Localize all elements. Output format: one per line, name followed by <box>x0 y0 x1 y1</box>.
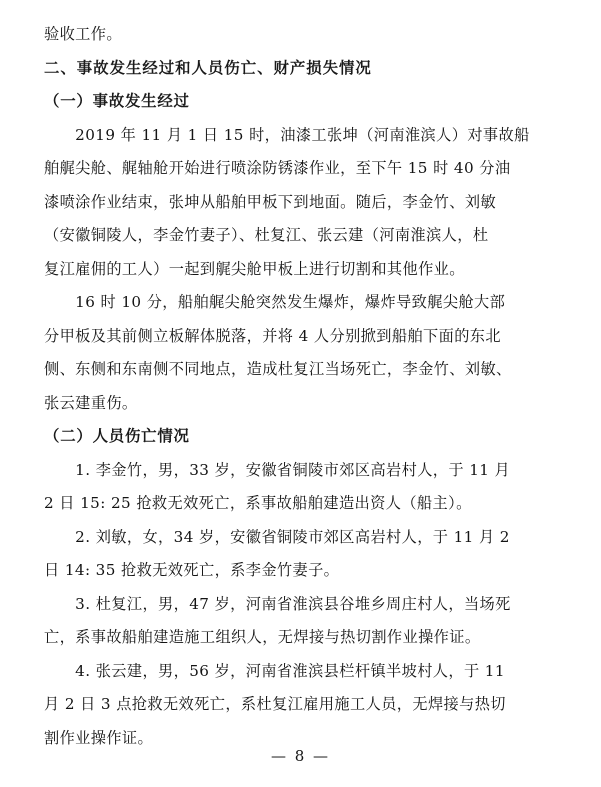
paragraph-victim-2 <box>44 521 557 588</box>
text-line: （安徽铜陵人，李金竹妻子）、杜复江、张云建（河南淮滨人，杜 <box>44 226 489 244</box>
text-line: 亡，系事故船舶建造施工组织人，无焊接与热切割作业操作证。 <box>44 628 481 646</box>
sub-heading-accident-course <box>44 85 557 119</box>
text-line: （二）人员伤亡情况 <box>44 427 190 445</box>
text-line: 2019 年 11 月 1 日 15 时，油漆工张坤（河南淮滨人）对事故船 <box>44 125 530 144</box>
paragraph-victim-1 <box>44 454 557 521</box>
paragraph-continuation <box>44 18 557 52</box>
paragraph-accident-course <box>44 119 557 287</box>
sub-heading-casualties <box>44 420 557 454</box>
page-number: — 8 — <box>270 747 331 765</box>
text-line: 漆喷涂作业结束，张坤从船舶甲板下到地面。随后，李金竹、刘敏 <box>44 192 497 211</box>
paragraph-victim-4 <box>44 655 557 756</box>
paragraph-explosion <box>44 286 557 420</box>
text-line: 2 日 15: 25 抢救无效死亡，系事故船舶建造出资人（船主）。 <box>44 494 472 512</box>
text-line: 分甲板及其前侧立板解体脱落，并将 4 人分别掀到船舶下面的东北 <box>44 326 501 345</box>
section-heading <box>44 52 557 86</box>
text-line: （一）事故发生经过 <box>44 92 190 110</box>
text-line: 舶艉尖舱、艉轴舱开始进行喷涂防锈漆作业，至下午 15 时 40 分油 <box>44 159 511 177</box>
text-line: 侧、东侧和东南侧不同地点，造成杜复江当场死亡，李金竹、刘敏、 <box>44 360 512 378</box>
text-line: 割作业操作证。 <box>44 728 154 747</box>
text-line: 二、事故发生经过和人员伤亡、财产损失情况 <box>44 58 372 77</box>
text-line: 复江雇佣的工人）一起到艉尖舱甲板上进行切割和其他作业。 <box>44 259 465 278</box>
text-line: 月 2 日 3 点抢救无效死亡，系杜复江雇用施工人员，无焊接与热切 <box>44 695 506 713</box>
text-line: 2. 刘敏，女，34 岁，安徽省铜陵市郊区高岩村人，于 11 月 2 <box>44 527 510 546</box>
paragraph-victim-3 <box>44 588 557 655</box>
text-line: 1. 李金竹，男，33 岁，安徽省铜陵市郊区高岩村人，于 11 月 <box>44 460 511 479</box>
text-line: 日 14: 35 抢救无效死亡，系李金竹妻子。 <box>44 561 340 579</box>
text-line: 16 时 10 分，船舶艉尖舱突然发生爆炸，爆炸导致艉尖舱大部 <box>44 293 506 311</box>
text-line: 4. 张云建，男，56 岁，河南省淮滨县栏杆镇半坡村人，于 11 <box>44 661 505 680</box>
text-line: 3. 杜复江，男，47 岁，河南省淮滨县谷堆乡周庄村人，当场死 <box>44 594 511 613</box>
text-line: 验收工作。 <box>44 25 122 43</box>
text-line: 张云建重伤。 <box>44 393 138 412</box>
